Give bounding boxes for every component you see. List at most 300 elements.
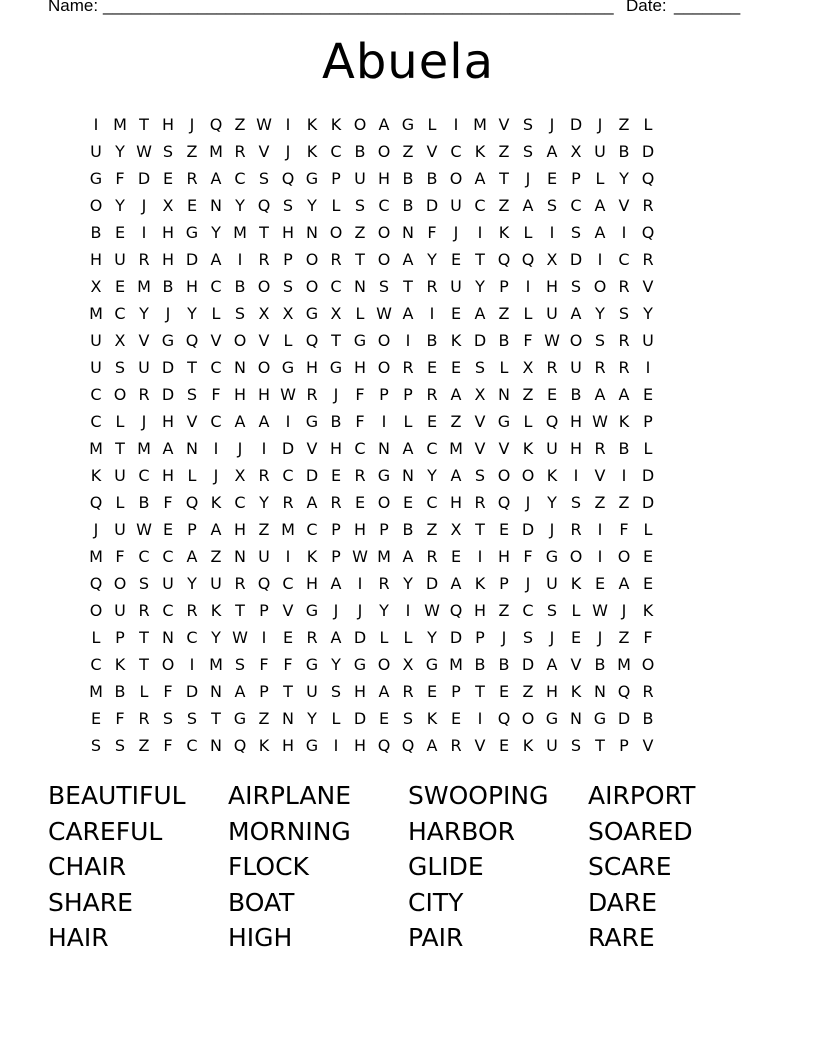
grid-letter[interactable]: V: [642, 736, 654, 755]
grid-letter[interactable]: Y: [187, 304, 197, 323]
grid-letter[interactable]: A: [594, 196, 606, 215]
grid-letter[interactable]: J: [453, 223, 459, 242]
grid-letter[interactable]: U: [90, 142, 102, 161]
grid-letter[interactable]: E: [162, 520, 174, 539]
grid-letter[interactable]: J: [597, 115, 603, 134]
grid-letter[interactable]: I: [621, 223, 627, 242]
grid-letter[interactable]: C: [306, 520, 318, 539]
grid-letter[interactable]: I: [573, 466, 579, 485]
grid-letter[interactable]: G: [161, 331, 175, 350]
grid-letter[interactable]: S: [546, 601, 558, 620]
grid-letter[interactable]: A: [618, 385, 630, 404]
grid-letter[interactable]: D: [353, 628, 367, 647]
grid-letter[interactable]: C: [330, 142, 342, 161]
grid-letter[interactable]: F: [211, 385, 221, 404]
grid-letter[interactable]: R: [618, 277, 630, 296]
grid-letter[interactable]: C: [162, 601, 174, 620]
grid-letter[interactable]: Y: [595, 304, 605, 323]
grid-letter[interactable]: V: [426, 142, 438, 161]
grid-letter[interactable]: E: [282, 628, 294, 647]
grid-letter[interactable]: A: [234, 412, 246, 431]
grid-letter[interactable]: S: [186, 385, 198, 404]
grid-letter[interactable]: V: [474, 412, 486, 431]
grid-letter[interactable]: N: [210, 736, 222, 755]
grid-letter[interactable]: H: [233, 520, 247, 539]
grid-letter[interactable]: B: [618, 142, 630, 161]
grid-letter[interactable]: P: [283, 250, 293, 269]
grid-letter[interactable]: A: [234, 682, 246, 701]
grid-letter[interactable]: B: [570, 385, 582, 404]
grid-letter[interactable]: J: [621, 601, 627, 620]
grid-letter[interactable]: J: [189, 115, 195, 134]
grid-letter[interactable]: Y: [427, 466, 437, 485]
grid-letter[interactable]: J: [597, 628, 603, 647]
grid-letter[interactable]: P: [187, 520, 197, 539]
grid-letter[interactable]: S: [522, 142, 534, 161]
grid-letter[interactable]: J: [93, 520, 99, 539]
grid-letter[interactable]: S: [522, 628, 534, 647]
grid-letter[interactable]: X: [162, 196, 174, 215]
grid-letter[interactable]: F: [355, 385, 365, 404]
grid-letter[interactable]: A: [450, 385, 462, 404]
grid-letter[interactable]: L: [355, 304, 365, 323]
date-field[interactable]: _______: [674, 0, 741, 15]
grid-letter[interactable]: O: [89, 196, 103, 215]
grid-letter[interactable]: G: [329, 358, 343, 377]
grid-letter[interactable]: S: [570, 493, 582, 512]
grid-letter[interactable]: G: [89, 169, 103, 188]
grid-letter[interactable]: K: [570, 574, 582, 593]
grid-letter[interactable]: Z: [234, 115, 246, 134]
grid-letter[interactable]: J: [237, 439, 243, 458]
grid-letter[interactable]: L: [523, 304, 533, 323]
grid-letter[interactable]: Q: [89, 493, 103, 512]
grid-letter[interactable]: E: [450, 547, 462, 566]
grid-letter[interactable]: R: [330, 493, 342, 512]
grid-letter[interactable]: H: [161, 223, 175, 242]
grid-letter[interactable]: H: [233, 385, 247, 404]
grid-letter[interactable]: C: [162, 547, 174, 566]
grid-letter[interactable]: Q: [281, 169, 295, 188]
grid-letter[interactable]: Z: [498, 142, 510, 161]
grid-letter[interactable]: B: [114, 682, 126, 701]
grid-letter[interactable]: Z: [498, 304, 510, 323]
grid-letter[interactable]: N: [570, 709, 582, 728]
grid-letter[interactable]: G: [545, 547, 559, 566]
grid-letter[interactable]: D: [185, 682, 199, 701]
grid-letter[interactable]: G: [305, 601, 319, 620]
grid-letter[interactable]: C: [186, 736, 198, 755]
grid-letter[interactable]: G: [545, 709, 559, 728]
grid-letter[interactable]: Y: [115, 142, 125, 161]
grid-letter[interactable]: Y: [331, 655, 341, 674]
grid-letter[interactable]: F: [523, 547, 533, 566]
grid-letter[interactable]: H: [473, 601, 487, 620]
grid-letter[interactable]: U: [90, 358, 102, 377]
grid-letter[interactable]: V: [258, 142, 270, 161]
grid-letter[interactable]: O: [377, 331, 391, 350]
grid-letter[interactable]: V: [618, 196, 630, 215]
grid-letter[interactable]: O: [377, 142, 391, 161]
grid-letter[interactable]: I: [621, 466, 627, 485]
grid-letter[interactable]: A: [186, 547, 198, 566]
grid-letter[interactable]: J: [285, 142, 291, 161]
grid-letter[interactable]: C: [138, 466, 150, 485]
grid-letter[interactable]: K: [642, 601, 654, 620]
grid-letter[interactable]: H: [353, 520, 367, 539]
grid-letter[interactable]: T: [283, 682, 293, 701]
grid-letter[interactable]: F: [115, 709, 125, 728]
grid-letter[interactable]: E: [354, 493, 366, 512]
grid-letter[interactable]: X: [282, 304, 294, 323]
grid-letter[interactable]: V: [642, 277, 654, 296]
grid-letter[interactable]: X: [474, 385, 486, 404]
grid-letter[interactable]: Q: [185, 493, 199, 512]
grid-letter[interactable]: C: [90, 412, 102, 431]
grid-letter[interactable]: O: [89, 601, 103, 620]
grid-letter[interactable]: Q: [209, 115, 223, 134]
grid-letter[interactable]: N: [234, 358, 246, 377]
grid-letter[interactable]: A: [162, 439, 174, 458]
grid-letter[interactable]: F: [619, 520, 629, 539]
grid-letter[interactable]: S: [594, 331, 606, 350]
grid-letter[interactable]: Q: [257, 196, 271, 215]
grid-letter[interactable]: R: [306, 628, 318, 647]
grid-letter[interactable]: O: [449, 169, 463, 188]
grid-letter[interactable]: E: [330, 466, 342, 485]
grid-letter[interactable]: M: [449, 439, 463, 458]
grid-letter[interactable]: O: [329, 223, 343, 242]
grid-letter[interactable]: T: [115, 439, 125, 458]
grid-letter[interactable]: K: [306, 547, 318, 566]
grid-letter[interactable]: I: [261, 439, 267, 458]
grid-letter[interactable]: S: [90, 736, 102, 755]
grid-letter[interactable]: R: [258, 250, 270, 269]
grid-letter[interactable]: Z: [210, 547, 222, 566]
grid-letter[interactable]: R: [618, 358, 630, 377]
grid-letter[interactable]: H: [161, 412, 175, 431]
grid-letter[interactable]: H: [497, 547, 511, 566]
grid-letter[interactable]: M: [449, 655, 463, 674]
grid-letter[interactable]: A: [330, 574, 342, 593]
grid-letter[interactable]: T: [331, 331, 341, 350]
grid-letter[interactable]: X: [450, 520, 462, 539]
grid-letter[interactable]: W: [424, 601, 440, 620]
grid-letter[interactable]: S: [258, 169, 270, 188]
grid-letter[interactable]: E: [642, 547, 654, 566]
grid-letter[interactable]: C: [282, 466, 294, 485]
grid-letter[interactable]: H: [185, 277, 199, 296]
grid-letter[interactable]: R: [426, 277, 438, 296]
grid-letter[interactable]: H: [305, 358, 319, 377]
grid-letter[interactable]: R: [258, 466, 270, 485]
grid-letter[interactable]: L: [403, 628, 413, 647]
grid-letter[interactable]: S: [522, 115, 534, 134]
grid-letter[interactable]: U: [90, 331, 102, 350]
grid-letter[interactable]: A: [594, 223, 606, 242]
grid-letter[interactable]: A: [210, 169, 222, 188]
grid-letter[interactable]: E: [450, 304, 462, 323]
grid-letter[interactable]: L: [139, 682, 149, 701]
grid-letter[interactable]: V: [570, 655, 582, 674]
grid-letter[interactable]: Q: [305, 331, 319, 350]
grid-letter[interactable]: I: [285, 412, 291, 431]
grid-letter[interactable]: C: [474, 196, 486, 215]
grid-letter[interactable]: J: [333, 601, 339, 620]
grid-letter[interactable]: H: [161, 250, 175, 269]
grid-letter[interactable]: R: [234, 142, 246, 161]
grid-letter[interactable]: I: [405, 601, 411, 620]
grid-letter[interactable]: U: [114, 466, 126, 485]
grid-letter[interactable]: D: [305, 466, 319, 485]
grid-letter[interactable]: E: [450, 709, 462, 728]
grid-letter[interactable]: G: [497, 412, 511, 431]
grid-letter[interactable]: A: [210, 250, 222, 269]
grid-letter[interactable]: Z: [258, 709, 270, 728]
grid-letter[interactable]: M: [377, 547, 391, 566]
grid-letter[interactable]: R: [594, 439, 606, 458]
grid-letter[interactable]: L: [331, 709, 341, 728]
grid-letter[interactable]: U: [642, 331, 654, 350]
grid-letter[interactable]: E: [114, 277, 126, 296]
grid-letter[interactable]: L: [115, 412, 125, 431]
grid-letter[interactable]: K: [258, 736, 270, 755]
grid-letter[interactable]: J: [333, 385, 339, 404]
grid-letter[interactable]: F: [163, 682, 173, 701]
grid-letter[interactable]: Z: [618, 493, 630, 512]
grid-letter[interactable]: W: [592, 601, 608, 620]
grid-letter[interactable]: O: [377, 250, 391, 269]
grid-letter[interactable]: P: [331, 520, 341, 539]
grid-letter[interactable]: O: [353, 115, 367, 134]
grid-letter[interactable]: X: [522, 358, 534, 377]
grid-letter[interactable]: W: [136, 520, 152, 539]
grid-letter[interactable]: P: [619, 736, 629, 755]
grid-letter[interactable]: M: [137, 439, 151, 458]
grid-letter[interactable]: X: [570, 142, 582, 161]
grid-letter[interactable]: K: [498, 223, 510, 242]
grid-letter[interactable]: K: [426, 709, 438, 728]
grid-letter[interactable]: C: [114, 304, 126, 323]
grid-letter[interactable]: L: [331, 196, 341, 215]
grid-letter[interactable]: I: [429, 304, 435, 323]
grid-letter[interactable]: P: [331, 169, 341, 188]
grid-letter[interactable]: Y: [547, 493, 557, 512]
grid-letter[interactable]: H: [329, 439, 343, 458]
grid-letter[interactable]: R: [354, 466, 366, 485]
grid-letter[interactable]: A: [378, 682, 390, 701]
grid-letter[interactable]: G: [425, 655, 439, 674]
grid-letter[interactable]: Y: [307, 196, 317, 215]
grid-letter[interactable]: I: [93, 115, 99, 134]
grid-letter[interactable]: S: [234, 655, 246, 674]
grid-letter[interactable]: D: [353, 709, 367, 728]
grid-letter[interactable]: R: [402, 358, 414, 377]
grid-letter[interactable]: I: [549, 223, 555, 242]
grid-letter[interactable]: B: [498, 331, 510, 350]
grid-letter[interactable]: A: [402, 547, 414, 566]
grid-letter[interactable]: C: [450, 142, 462, 161]
grid-letter[interactable]: E: [546, 169, 558, 188]
grid-letter[interactable]: Q: [497, 493, 511, 512]
grid-letter[interactable]: U: [594, 142, 606, 161]
grid-letter[interactable]: U: [114, 250, 126, 269]
grid-letter[interactable]: E: [642, 385, 654, 404]
grid-letter[interactable]: W: [352, 547, 368, 566]
grid-letter[interactable]: A: [330, 628, 342, 647]
grid-letter[interactable]: Q: [185, 331, 199, 350]
grid-letter[interactable]: O: [377, 358, 391, 377]
grid-letter[interactable]: G: [593, 709, 607, 728]
grid-letter[interactable]: P: [331, 547, 341, 566]
grid-letter[interactable]: A: [546, 142, 558, 161]
grid-letter[interactable]: G: [281, 358, 295, 377]
grid-letter[interactable]: J: [525, 169, 531, 188]
grid-letter[interactable]: R: [426, 547, 438, 566]
grid-letter[interactable]: B: [330, 412, 342, 431]
grid-letter[interactable]: K: [210, 493, 222, 512]
grid-letter[interactable]: H: [161, 115, 175, 134]
grid-letter[interactable]: A: [210, 520, 222, 539]
grid-letter[interactable]: I: [189, 655, 195, 674]
grid-letter[interactable]: J: [141, 412, 147, 431]
grid-letter[interactable]: U: [354, 169, 366, 188]
grid-letter[interactable]: F: [283, 655, 293, 674]
grid-letter[interactable]: B: [618, 439, 630, 458]
grid-letter[interactable]: K: [210, 601, 222, 620]
grid-letter[interactable]: S: [354, 196, 366, 215]
grid-letter[interactable]: K: [522, 736, 534, 755]
grid-letter[interactable]: Y: [403, 574, 413, 593]
grid-letter[interactable]: V: [210, 331, 222, 350]
grid-letter[interactable]: V: [474, 736, 486, 755]
grid-letter[interactable]: O: [305, 277, 319, 296]
grid-letter[interactable]: Q: [89, 574, 103, 593]
grid-letter[interactable]: A: [546, 655, 558, 674]
grid-letter[interactable]: G: [353, 655, 367, 674]
grid-letter[interactable]: A: [450, 574, 462, 593]
grid-letter[interactable]: S: [186, 709, 198, 728]
grid-letter[interactable]: Q: [641, 223, 655, 242]
grid-letter[interactable]: P: [499, 277, 509, 296]
grid-letter[interactable]: E: [450, 358, 462, 377]
grid-letter[interactable]: J: [165, 304, 171, 323]
grid-letter[interactable]: F: [163, 493, 173, 512]
grid-letter[interactable]: R: [474, 493, 486, 512]
grid-letter[interactable]: S: [138, 574, 150, 593]
grid-letter[interactable]: A: [378, 115, 390, 134]
grid-letter[interactable]: H: [569, 412, 583, 431]
grid-letter[interactable]: F: [115, 169, 125, 188]
grid-letter[interactable]: N: [282, 709, 294, 728]
grid-letter[interactable]: K: [546, 466, 558, 485]
grid-letter[interactable]: S: [570, 736, 582, 755]
grid-letter[interactable]: R: [594, 358, 606, 377]
grid-letter[interactable]: N: [210, 196, 222, 215]
grid-letter[interactable]: B: [426, 331, 438, 350]
grid-letter[interactable]: Z: [618, 628, 630, 647]
grid-letter[interactable]: U: [210, 574, 222, 593]
grid-letter[interactable]: P: [115, 628, 125, 647]
grid-letter[interactable]: O: [233, 331, 247, 350]
grid-letter[interactable]: U: [306, 682, 318, 701]
grid-letter[interactable]: B: [402, 169, 414, 188]
grid-letter[interactable]: Q: [521, 250, 535, 269]
grid-letter[interactable]: D: [641, 142, 655, 161]
grid-letter[interactable]: W: [136, 142, 152, 161]
grid-letter[interactable]: Y: [427, 628, 437, 647]
grid-letter[interactable]: X: [90, 277, 102, 296]
grid-letter[interactable]: S: [162, 142, 174, 161]
grid-letter[interactable]: D: [569, 115, 583, 134]
grid-letter[interactable]: H: [353, 682, 367, 701]
grid-letter[interactable]: M: [617, 655, 631, 674]
grid-letter[interactable]: O: [113, 385, 127, 404]
grid-letter[interactable]: B: [498, 655, 510, 674]
grid-letter[interactable]: N: [402, 223, 414, 242]
grid-letter[interactable]: Y: [619, 169, 629, 188]
word-search-grid[interactable]: [84, 111, 732, 759]
grid-letter[interactable]: E: [186, 196, 198, 215]
grid-letter[interactable]: Z: [354, 223, 366, 242]
grid-letter[interactable]: J: [525, 574, 531, 593]
grid-letter[interactable]: H: [545, 682, 559, 701]
grid-letter[interactable]: R: [330, 250, 342, 269]
grid-letter[interactable]: H: [545, 277, 559, 296]
grid-letter[interactable]: D: [473, 331, 487, 350]
grid-letter[interactable]: C: [186, 628, 198, 647]
grid-letter[interactable]: P: [259, 601, 269, 620]
grid-letter[interactable]: R: [642, 196, 654, 215]
grid-letter[interactable]: X: [330, 304, 342, 323]
grid-letter[interactable]: L: [523, 412, 533, 431]
grid-letter[interactable]: I: [381, 412, 387, 431]
grid-letter[interactable]: S: [234, 304, 246, 323]
grid-letter[interactable]: E: [426, 412, 438, 431]
grid-letter[interactable]: K: [90, 466, 102, 485]
grid-letter[interactable]: S: [114, 736, 126, 755]
grid-letter[interactable]: V: [186, 412, 198, 431]
grid-letter[interactable]: K: [522, 439, 534, 458]
grid-letter[interactable]: B: [162, 277, 174, 296]
grid-letter[interactable]: Q: [449, 601, 463, 620]
grid-letter[interactable]: T: [139, 628, 149, 647]
grid-letter[interactable]: E: [114, 223, 126, 242]
grid-letter[interactable]: Q: [377, 736, 391, 755]
grid-letter[interactable]: P: [379, 385, 389, 404]
grid-letter[interactable]: G: [377, 466, 391, 485]
grid-letter[interactable]: C: [210, 277, 222, 296]
grid-letter[interactable]: Z: [426, 520, 438, 539]
grid-letter[interactable]: H: [353, 358, 367, 377]
grid-letter[interactable]: I: [237, 250, 243, 269]
grid-letter[interactable]: V: [138, 331, 150, 350]
grid-letter[interactable]: O: [377, 493, 391, 512]
grid-letter[interactable]: L: [211, 304, 221, 323]
grid-letter[interactable]: S: [114, 358, 126, 377]
grid-letter[interactable]: H: [161, 466, 175, 485]
grid-letter[interactable]: E: [498, 682, 510, 701]
grid-letter[interactable]: A: [426, 736, 438, 755]
grid-letter[interactable]: R: [186, 601, 198, 620]
grid-letter[interactable]: M: [209, 655, 223, 674]
grid-letter[interactable]: A: [306, 493, 318, 512]
grid-letter[interactable]: D: [521, 520, 535, 539]
grid-letter[interactable]: D: [521, 655, 535, 674]
grid-letter[interactable]: O: [569, 547, 583, 566]
grid-letter[interactable]: B: [402, 520, 414, 539]
grid-letter[interactable]: H: [281, 736, 295, 755]
